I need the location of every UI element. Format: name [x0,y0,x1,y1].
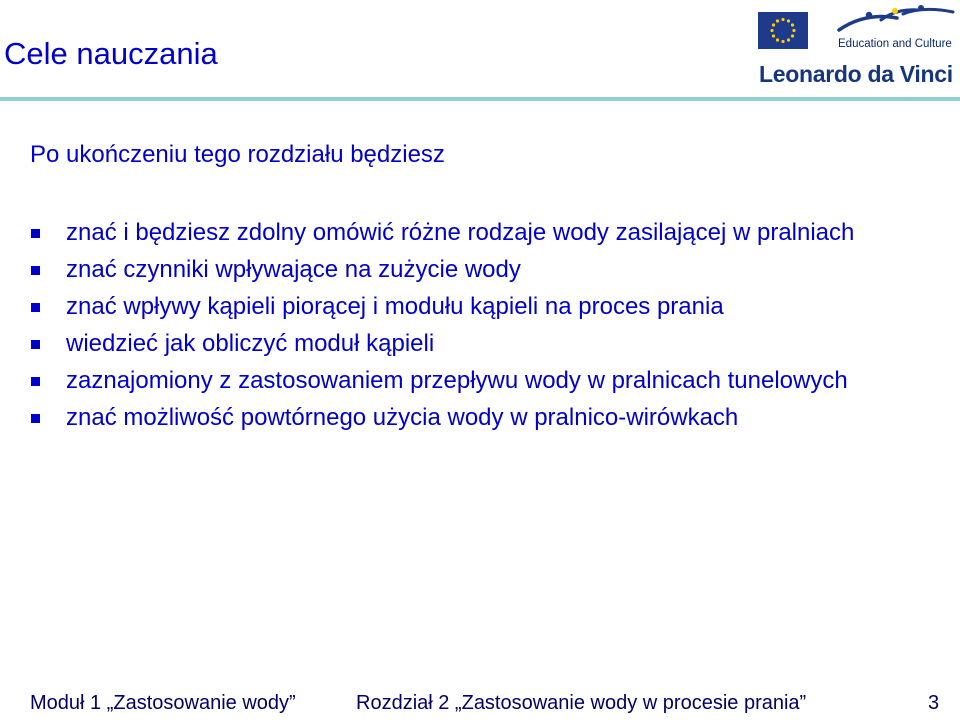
objectives-list [30,217,930,439]
square-bullet-icon [31,340,40,349]
intro-text: Po ukończeniu tego rozdziału będziesz [30,141,445,168]
list-item [30,328,930,360]
square-bullet-icon [31,229,40,238]
objective-text: zaznajomiony z zastosowaniem przepływu wody w pralnicach tunelowych [66,367,848,394]
square-bullet-icon [31,266,40,275]
leonardo-da-vinci-logo [755,0,960,96]
list-item [30,402,930,434]
objective-text: znać i będziesz zdolny omówić różne rodzaje wody zasilającej w pralniach [66,219,855,246]
objective-text: znać możliwość powtórnego użycia wody w pralnico-wirówkach [66,404,739,431]
footer-module: Moduł 1 „Zastosowanie wody” [30,692,296,714]
square-bullet-icon [31,303,40,312]
objective-text: znać czynniki wpływające na zużycie wody [66,256,521,283]
list-item [30,291,930,323]
birds-icon [835,2,957,34]
page-number: 3 [928,692,940,714]
leonardo-da-vinci-label: Leonardo da Vinci [759,61,953,87]
objective-text: wiedzieć jak obliczyć moduł kąpieli [66,330,435,357]
square-bullet-icon [31,377,40,386]
list-item [30,254,930,286]
list-item [30,217,930,249]
education-and-culture-label: Education and Culture [838,38,952,50]
list-item [30,365,930,397]
slide-title: Cele nauczania [4,36,218,71]
objective-text: znać wpływy kąpieli piorącej i modułu kąpieli na proces prania [66,293,724,320]
footer-chapter: Rozdział 2 „Zastosowanie wody w procesie prania” [356,692,807,714]
eu-flag-icon [758,12,808,49]
square-bullet-icon [31,414,40,423]
header-divider [0,97,960,101]
